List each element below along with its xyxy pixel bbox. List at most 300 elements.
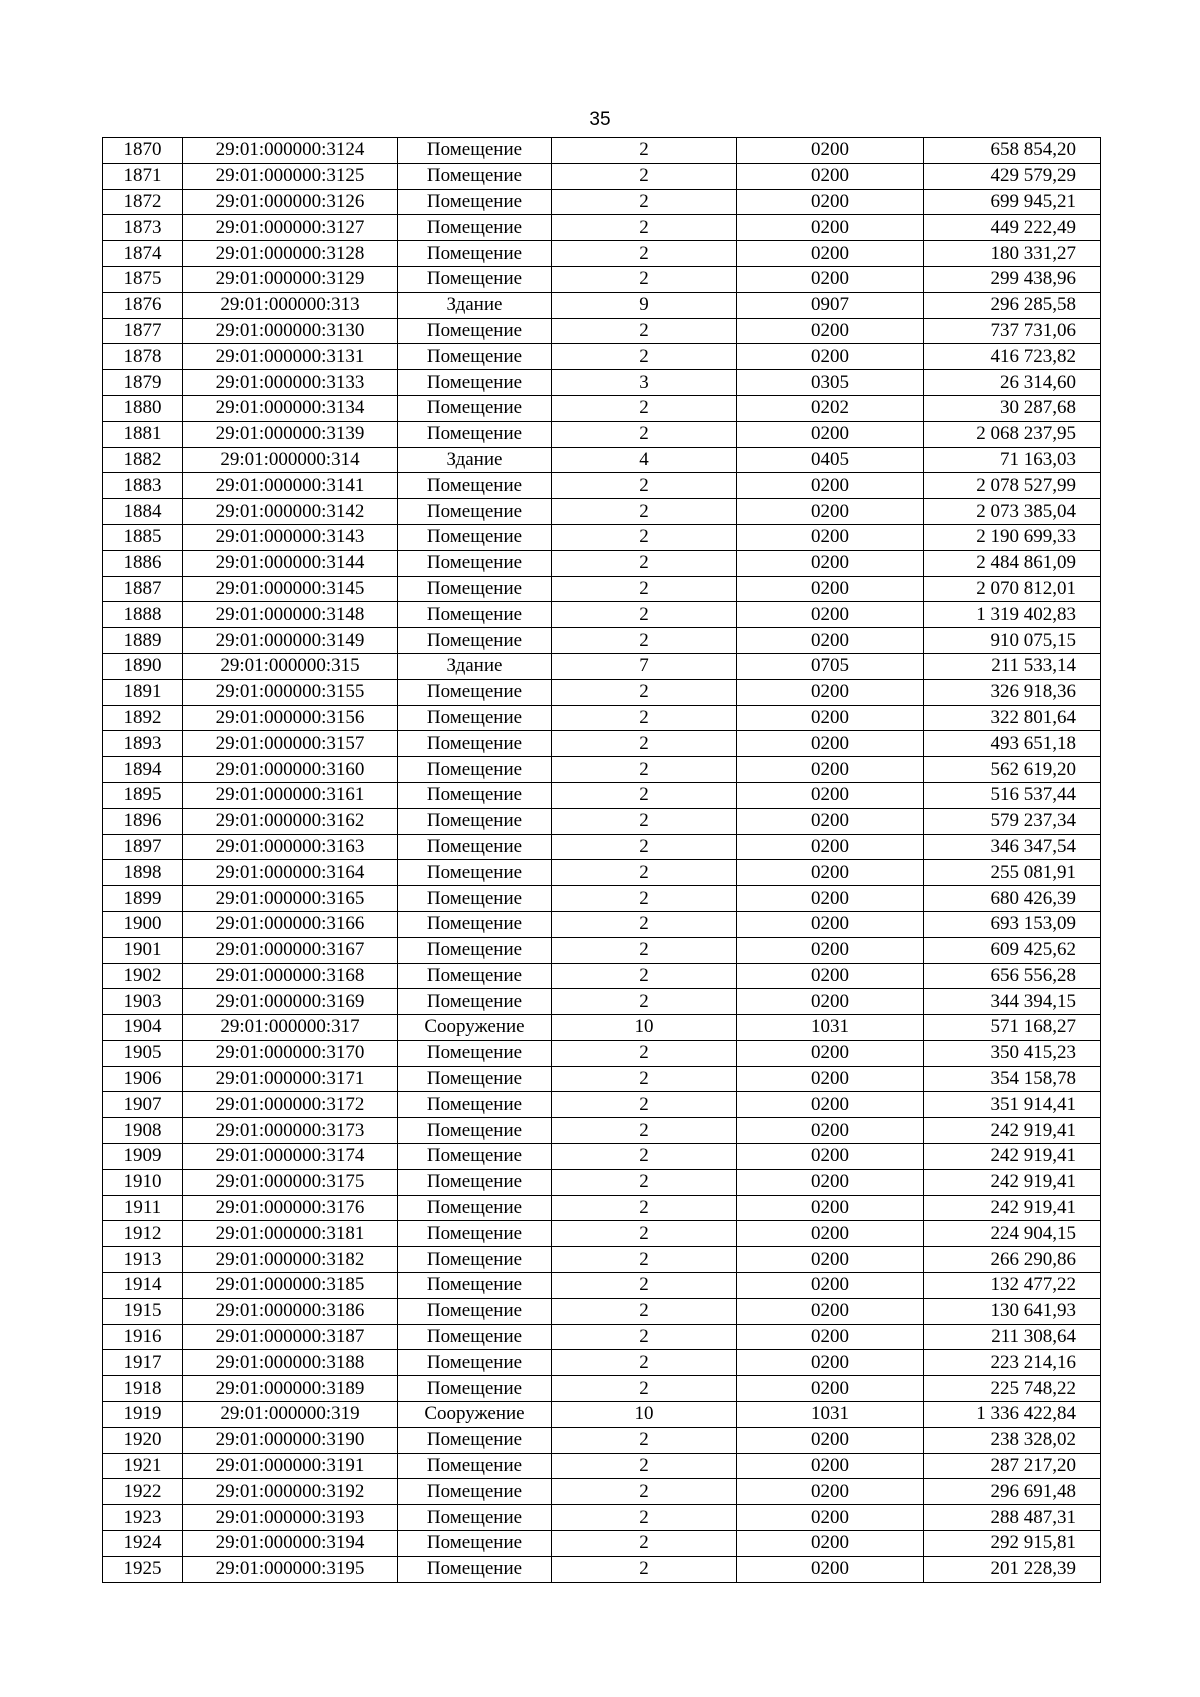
cadastral-number-cell: 29:01:000000:3134 xyxy=(183,395,398,421)
object-type-cell: Помещение xyxy=(398,757,552,783)
cadastral-value-cell: 242 919,41 xyxy=(924,1169,1101,1195)
row-number-cell: 1911 xyxy=(103,1195,183,1221)
cadastral-number-cell: 29:01:000000:3155 xyxy=(183,679,398,705)
subgroup-code-cell: 0200 xyxy=(737,1144,924,1170)
row-number-cell: 1874 xyxy=(103,241,183,267)
row-number-cell: 1920 xyxy=(103,1427,183,1453)
cadastral-value-cell: 211 533,14 xyxy=(924,653,1101,679)
group-cell: 2 xyxy=(552,395,737,421)
row-number-cell: 1873 xyxy=(103,215,183,241)
object-type-cell: Помещение xyxy=(398,937,552,963)
row-number-cell: 1879 xyxy=(103,370,183,396)
table-row xyxy=(103,1273,1101,1299)
table-row xyxy=(103,1298,1101,1324)
row-number-cell: 1893 xyxy=(103,731,183,757)
object-type-cell: Помещение xyxy=(398,1195,552,1221)
row-number-cell: 1918 xyxy=(103,1376,183,1402)
cadastral-number-cell: 29:01:000000:3191 xyxy=(183,1453,398,1479)
row-number-cell: 1885 xyxy=(103,524,183,550)
cadastral-value-cell: 255 081,91 xyxy=(924,860,1101,886)
cadastral-number-cell: 29:01:000000:3165 xyxy=(183,886,398,912)
subgroup-code-cell: 0200 xyxy=(737,1273,924,1299)
group-cell: 2 xyxy=(552,834,737,860)
group-cell: 2 xyxy=(552,318,737,344)
cadastral-value-cell: 737 731,06 xyxy=(924,318,1101,344)
subgroup-code-cell: 0907 xyxy=(737,292,924,318)
row-number-cell: 1891 xyxy=(103,679,183,705)
table-row xyxy=(103,1531,1101,1557)
cadastral-value-cell: 223 214,16 xyxy=(924,1350,1101,1376)
group-cell: 2 xyxy=(552,266,737,292)
row-number-cell: 1925 xyxy=(103,1556,183,1582)
table-row xyxy=(103,1221,1101,1247)
table-row xyxy=(103,499,1101,525)
cadastral-number-cell: 29:01:000000:3125 xyxy=(183,163,398,189)
table-row xyxy=(103,1092,1101,1118)
object-type-cell: Помещение xyxy=(398,679,552,705)
cadastral-value-cell: 609 425,62 xyxy=(924,937,1101,963)
subgroup-code-cell: 0200 xyxy=(737,421,924,447)
cadastral-value-cell: 288 487,31 xyxy=(924,1505,1101,1531)
subgroup-code-cell: 0200 xyxy=(737,499,924,525)
row-number-cell: 1896 xyxy=(103,808,183,834)
object-type-cell: Помещение xyxy=(398,421,552,447)
subgroup-code-cell: 0200 xyxy=(737,1040,924,1066)
table-row xyxy=(103,679,1101,705)
group-cell: 2 xyxy=(552,189,737,215)
cadastral-number-cell: 29:01:000000:3186 xyxy=(183,1298,398,1324)
table-row xyxy=(103,1144,1101,1170)
subgroup-code-cell: 1031 xyxy=(737,1402,924,1428)
object-type-cell: Помещение xyxy=(398,241,552,267)
row-number-cell: 1887 xyxy=(103,576,183,602)
row-number-cell: 1895 xyxy=(103,782,183,808)
object-type-cell: Сооружение xyxy=(398,1402,552,1428)
object-type-cell: Помещение xyxy=(398,550,552,576)
object-type-cell: Помещение xyxy=(398,1324,552,1350)
registry-table-body xyxy=(103,138,1101,1583)
object-type-cell: Помещение xyxy=(398,266,552,292)
object-type-cell: Помещение xyxy=(398,138,552,164)
cadastral-value-cell: 238 328,02 xyxy=(924,1427,1101,1453)
cadastral-number-cell: 29:01:000000:3156 xyxy=(183,705,398,731)
row-number-cell: 1908 xyxy=(103,1118,183,1144)
cadastral-value-cell: 211 308,64 xyxy=(924,1324,1101,1350)
subgroup-code-cell: 0200 xyxy=(737,1298,924,1324)
group-cell: 2 xyxy=(552,1479,737,1505)
group-cell: 9 xyxy=(552,292,737,318)
object-type-cell: Помещение xyxy=(398,344,552,370)
object-type-cell: Помещение xyxy=(398,705,552,731)
table-row xyxy=(103,1453,1101,1479)
cadastral-value-cell: 287 217,20 xyxy=(924,1453,1101,1479)
group-cell: 2 xyxy=(552,1118,737,1144)
object-type-cell: Помещение xyxy=(398,1040,552,1066)
subgroup-code-cell: 0200 xyxy=(737,524,924,550)
table-row xyxy=(103,1350,1101,1376)
group-cell: 2 xyxy=(552,705,737,731)
table-row xyxy=(103,524,1101,550)
object-type-cell: Помещение xyxy=(398,215,552,241)
object-type-cell: Помещение xyxy=(398,1066,552,1092)
row-number-cell: 1905 xyxy=(103,1040,183,1066)
subgroup-code-cell: 0200 xyxy=(737,1556,924,1582)
group-cell: 2 xyxy=(552,911,737,937)
cadastral-value-cell: 30 287,68 xyxy=(924,395,1101,421)
cadastral-value-cell: 296 285,58 xyxy=(924,292,1101,318)
table-row xyxy=(103,1040,1101,1066)
subgroup-code-cell: 0200 xyxy=(737,963,924,989)
object-type-cell: Здание xyxy=(398,653,552,679)
object-type-cell: Помещение xyxy=(398,834,552,860)
cadastral-value-cell: 658 854,20 xyxy=(924,138,1101,164)
cadastral-number-cell: 29:01:000000:3173 xyxy=(183,1118,398,1144)
table-row xyxy=(103,1247,1101,1273)
subgroup-code-cell: 0200 xyxy=(737,937,924,963)
table-row xyxy=(103,860,1101,886)
group-cell: 2 xyxy=(552,473,737,499)
table-row xyxy=(103,1479,1101,1505)
subgroup-code-cell: 0200 xyxy=(737,886,924,912)
row-number-cell: 1872 xyxy=(103,189,183,215)
group-cell: 2 xyxy=(552,628,737,654)
group-cell: 10 xyxy=(552,1402,737,1428)
subgroup-code-cell: 0200 xyxy=(737,1195,924,1221)
cadastral-value-cell: 2 484 861,09 xyxy=(924,550,1101,576)
row-number-cell: 1883 xyxy=(103,473,183,499)
subgroup-code-cell: 0200 xyxy=(737,1324,924,1350)
object-type-cell: Помещение xyxy=(398,499,552,525)
object-type-cell: Помещение xyxy=(398,1298,552,1324)
cadastral-value-cell: 26 314,60 xyxy=(924,370,1101,396)
cadastral-number-cell: 29:01:000000:3144 xyxy=(183,550,398,576)
row-number-cell: 1882 xyxy=(103,447,183,473)
subgroup-code-cell: 0200 xyxy=(737,1169,924,1195)
subgroup-code-cell: 0200 xyxy=(737,705,924,731)
cadastral-number-cell: 29:01:000000:317 xyxy=(183,1015,398,1041)
object-type-cell: Помещение xyxy=(398,1531,552,1557)
cadastral-value-cell: 132 477,22 xyxy=(924,1273,1101,1299)
cadastral-value-cell: 416 723,82 xyxy=(924,344,1101,370)
cadastral-value-cell: 292 915,81 xyxy=(924,1531,1101,1557)
group-cell: 2 xyxy=(552,1556,737,1582)
table-row xyxy=(103,653,1101,679)
group-cell: 2 xyxy=(552,963,737,989)
group-cell: 2 xyxy=(552,1427,737,1453)
cadastral-number-cell: 29:01:000000:3162 xyxy=(183,808,398,834)
cadastral-value-cell: 2 190 699,33 xyxy=(924,524,1101,550)
group-cell: 2 xyxy=(552,421,737,447)
row-number-cell: 1919 xyxy=(103,1402,183,1428)
cadastral-number-cell: 29:01:000000:3187 xyxy=(183,1324,398,1350)
cadastral-value-cell: 180 331,27 xyxy=(924,241,1101,267)
row-number-cell: 1884 xyxy=(103,499,183,525)
group-cell: 2 xyxy=(552,344,737,370)
cadastral-number-cell: 29:01:000000:3148 xyxy=(183,602,398,628)
table-row xyxy=(103,318,1101,344)
subgroup-code-cell: 0200 xyxy=(737,163,924,189)
table-row xyxy=(103,1402,1101,1428)
cadastral-value-cell: 225 748,22 xyxy=(924,1376,1101,1402)
row-number-cell: 1917 xyxy=(103,1350,183,1376)
cadastral-value-cell: 562 619,20 xyxy=(924,757,1101,783)
row-number-cell: 1914 xyxy=(103,1273,183,1299)
subgroup-code-cell: 0200 xyxy=(737,1427,924,1453)
group-cell: 2 xyxy=(552,757,737,783)
table-row xyxy=(103,731,1101,757)
cadastral-number-cell: 29:01:000000:3169 xyxy=(183,989,398,1015)
table-row xyxy=(103,550,1101,576)
group-cell: 2 xyxy=(552,1144,737,1170)
object-type-cell: Помещение xyxy=(398,911,552,937)
cadastral-number-cell: 29:01:000000:3192 xyxy=(183,1479,398,1505)
group-cell: 2 xyxy=(552,1273,737,1299)
subgroup-code-cell: 0200 xyxy=(737,138,924,164)
group-cell: 3 xyxy=(552,370,737,396)
table-row xyxy=(103,1324,1101,1350)
row-number-cell: 1901 xyxy=(103,937,183,963)
table-row xyxy=(103,138,1101,164)
subgroup-code-cell: 0200 xyxy=(737,808,924,834)
cadastral-value-cell: 71 163,03 xyxy=(924,447,1101,473)
cadastral-value-cell: 224 904,15 xyxy=(924,1221,1101,1247)
subgroup-code-cell: 0200 xyxy=(737,834,924,860)
cadastral-number-cell: 29:01:000000:3189 xyxy=(183,1376,398,1402)
group-cell: 2 xyxy=(552,499,737,525)
object-type-cell: Помещение xyxy=(398,1376,552,1402)
group-cell: 2 xyxy=(552,576,737,602)
object-type-cell: Помещение xyxy=(398,524,552,550)
table-row xyxy=(103,189,1101,215)
object-type-cell: Помещение xyxy=(398,1427,552,1453)
object-type-cell: Помещение xyxy=(398,963,552,989)
cadastral-value-cell: 579 237,34 xyxy=(924,808,1101,834)
cadastral-value-cell: 322 801,64 xyxy=(924,705,1101,731)
row-number-cell: 1910 xyxy=(103,1169,183,1195)
table-row xyxy=(103,1169,1101,1195)
cadastral-number-cell: 29:01:000000:3194 xyxy=(183,1531,398,1557)
row-number-cell: 1906 xyxy=(103,1066,183,1092)
group-cell: 2 xyxy=(552,163,737,189)
table-row xyxy=(103,241,1101,267)
subgroup-code-cell: 0200 xyxy=(737,1092,924,1118)
subgroup-code-cell: 0200 xyxy=(737,189,924,215)
cadastral-value-cell: 354 158,78 xyxy=(924,1066,1101,1092)
group-cell: 2 xyxy=(552,1169,737,1195)
cadastral-number-cell: 29:01:000000:3182 xyxy=(183,1247,398,1273)
row-number-cell: 1898 xyxy=(103,860,183,886)
subgroup-code-cell: 0200 xyxy=(737,318,924,344)
subgroup-code-cell: 0200 xyxy=(737,1479,924,1505)
cadastral-number-cell: 29:01:000000:3126 xyxy=(183,189,398,215)
table-row xyxy=(103,1066,1101,1092)
cadastral-number-cell: 29:01:000000:3142 xyxy=(183,499,398,525)
cadastral-number-cell: 29:01:000000:3139 xyxy=(183,421,398,447)
cadastral-value-cell: 2 070 812,01 xyxy=(924,576,1101,602)
cadastral-value-cell: 449 222,49 xyxy=(924,215,1101,241)
cadastral-number-cell: 29:01:000000:3157 xyxy=(183,731,398,757)
object-type-cell: Помещение xyxy=(398,1556,552,1582)
object-type-cell: Помещение xyxy=(398,576,552,602)
cadastral-value-cell: 346 347,54 xyxy=(924,834,1101,860)
group-cell: 2 xyxy=(552,1531,737,1557)
object-type-cell: Помещение xyxy=(398,1505,552,1531)
subgroup-code-cell: 0200 xyxy=(737,1247,924,1273)
subgroup-code-cell: 0200 xyxy=(737,989,924,1015)
cadastral-value-cell: 350 415,23 xyxy=(924,1040,1101,1066)
object-type-cell: Помещение xyxy=(398,370,552,396)
table-row xyxy=(103,163,1101,189)
subgroup-code-cell: 0200 xyxy=(737,782,924,808)
row-number-cell: 1909 xyxy=(103,1144,183,1170)
row-number-cell: 1878 xyxy=(103,344,183,370)
table-row xyxy=(103,421,1101,447)
cadastral-number-cell: 29:01:000000:3160 xyxy=(183,757,398,783)
cadastral-number-cell: 29:01:000000:3170 xyxy=(183,1040,398,1066)
cadastral-value-cell: 242 919,41 xyxy=(924,1144,1101,1170)
cadastral-number-cell: 29:01:000000:3129 xyxy=(183,266,398,292)
group-cell: 7 xyxy=(552,653,737,679)
cadastral-value-cell: 2 073 385,04 xyxy=(924,499,1101,525)
table-row xyxy=(103,911,1101,937)
row-number-cell: 1871 xyxy=(103,163,183,189)
group-cell: 2 xyxy=(552,215,737,241)
object-type-cell: Помещение xyxy=(398,989,552,1015)
row-number-cell: 1899 xyxy=(103,886,183,912)
cadastral-value-cell: 266 290,86 xyxy=(924,1247,1101,1273)
group-cell: 2 xyxy=(552,1350,737,1376)
group-cell: 2 xyxy=(552,1092,737,1118)
cadastral-value-cell: 693 153,09 xyxy=(924,911,1101,937)
cadastral-number-cell: 29:01:000000:314 xyxy=(183,447,398,473)
table-row xyxy=(103,1195,1101,1221)
group-cell: 2 xyxy=(552,989,737,1015)
group-cell: 2 xyxy=(552,860,737,886)
subgroup-code-cell: 0202 xyxy=(737,395,924,421)
cadastral-number-cell: 29:01:000000:3176 xyxy=(183,1195,398,1221)
cadastral-number-cell: 29:01:000000:3167 xyxy=(183,937,398,963)
table-row xyxy=(103,1427,1101,1453)
table-row xyxy=(103,215,1101,241)
cadastral-number-cell: 29:01:000000:3171 xyxy=(183,1066,398,1092)
object-type-cell: Помещение xyxy=(398,602,552,628)
row-number-cell: 1904 xyxy=(103,1015,183,1041)
cadastral-number-cell: 29:01:000000:3193 xyxy=(183,1505,398,1531)
object-type-cell: Помещение xyxy=(398,782,552,808)
cadastral-value-cell: 2 068 237,95 xyxy=(924,421,1101,447)
row-number-cell: 1880 xyxy=(103,395,183,421)
subgroup-code-cell: 0200 xyxy=(737,628,924,654)
subgroup-code-cell: 0200 xyxy=(737,550,924,576)
table-row xyxy=(103,344,1101,370)
cadastral-value-cell: 493 651,18 xyxy=(924,731,1101,757)
subgroup-code-cell: 0305 xyxy=(737,370,924,396)
row-number-cell: 1916 xyxy=(103,1324,183,1350)
row-number-cell: 1897 xyxy=(103,834,183,860)
subgroup-code-cell: 0200 xyxy=(737,215,924,241)
table-row xyxy=(103,808,1101,834)
subgroup-code-cell: 0200 xyxy=(737,911,924,937)
table-row xyxy=(103,602,1101,628)
object-type-cell: Помещение xyxy=(398,731,552,757)
cadastral-number-cell: 29:01:000000:315 xyxy=(183,653,398,679)
cadastral-value-cell: 910 075,15 xyxy=(924,628,1101,654)
row-number-cell: 1889 xyxy=(103,628,183,654)
row-number-cell: 1877 xyxy=(103,318,183,344)
cadastral-number-cell: 29:01:000000:3124 xyxy=(183,138,398,164)
object-type-cell: Здание xyxy=(398,447,552,473)
group-cell: 2 xyxy=(552,1221,737,1247)
row-number-cell: 1876 xyxy=(103,292,183,318)
object-type-cell: Помещение xyxy=(398,163,552,189)
table-row xyxy=(103,576,1101,602)
group-cell: 2 xyxy=(552,524,737,550)
subgroup-code-cell: 0200 xyxy=(737,679,924,705)
cadastral-number-cell: 29:01:000000:3130 xyxy=(183,318,398,344)
cadastral-value-cell: 680 426,39 xyxy=(924,886,1101,912)
row-number-cell: 1922 xyxy=(103,1479,183,1505)
object-type-cell: Помещение xyxy=(398,1247,552,1273)
table-row xyxy=(103,1376,1101,1402)
table-row xyxy=(103,628,1101,654)
group-cell: 2 xyxy=(552,550,737,576)
object-type-cell: Помещение xyxy=(398,886,552,912)
subgroup-code-cell: 0405 xyxy=(737,447,924,473)
cadastral-number-cell: 29:01:000000:3127 xyxy=(183,215,398,241)
subgroup-code-cell: 0200 xyxy=(737,1531,924,1557)
table-row xyxy=(103,937,1101,963)
cadastral-number-cell: 29:01:000000:3161 xyxy=(183,782,398,808)
table-row xyxy=(103,963,1101,989)
row-number-cell: 1913 xyxy=(103,1247,183,1273)
cadastral-number-cell: 29:01:000000:3185 xyxy=(183,1273,398,1299)
cadastral-value-cell: 326 918,36 xyxy=(924,679,1101,705)
cadastral-number-cell: 29:01:000000:3149 xyxy=(183,628,398,654)
group-cell: 2 xyxy=(552,679,737,705)
group-cell: 2 xyxy=(552,731,737,757)
subgroup-code-cell: 0705 xyxy=(737,653,924,679)
object-type-cell: Помещение xyxy=(398,1144,552,1170)
row-number-cell: 1888 xyxy=(103,602,183,628)
group-cell: 2 xyxy=(552,1324,737,1350)
object-type-cell: Помещение xyxy=(398,473,552,499)
row-number-cell: 1921 xyxy=(103,1453,183,1479)
group-cell: 2 xyxy=(552,808,737,834)
row-number-cell: 1890 xyxy=(103,653,183,679)
cadastral-number-cell: 29:01:000000:3190 xyxy=(183,1427,398,1453)
cadastral-value-cell: 351 914,41 xyxy=(924,1092,1101,1118)
row-number-cell: 1903 xyxy=(103,989,183,1015)
table-row xyxy=(103,292,1101,318)
cadastral-number-cell: 29:01:000000:3164 xyxy=(183,860,398,886)
cadastral-value-cell: 2 078 527,99 xyxy=(924,473,1101,499)
cadastral-number-cell: 29:01:000000:3166 xyxy=(183,911,398,937)
page-number: 35 xyxy=(589,109,611,130)
row-number-cell: 1892 xyxy=(103,705,183,731)
object-type-cell: Помещение xyxy=(398,1118,552,1144)
subgroup-code-cell: 0200 xyxy=(737,1505,924,1531)
cadastral-value-cell: 201 228,39 xyxy=(924,1556,1101,1582)
table-row xyxy=(103,266,1101,292)
table-row xyxy=(103,473,1101,499)
group-cell: 2 xyxy=(552,782,737,808)
cadastral-number-cell: 29:01:000000:3195 xyxy=(183,1556,398,1582)
cadastral-number-cell: 29:01:000000:313 xyxy=(183,292,398,318)
row-number-cell: 1907 xyxy=(103,1092,183,1118)
cadastral-value-cell: 242 919,41 xyxy=(924,1118,1101,1144)
group-cell: 2 xyxy=(552,1505,737,1531)
cadastral-number-cell: 29:01:000000:3188 xyxy=(183,1350,398,1376)
